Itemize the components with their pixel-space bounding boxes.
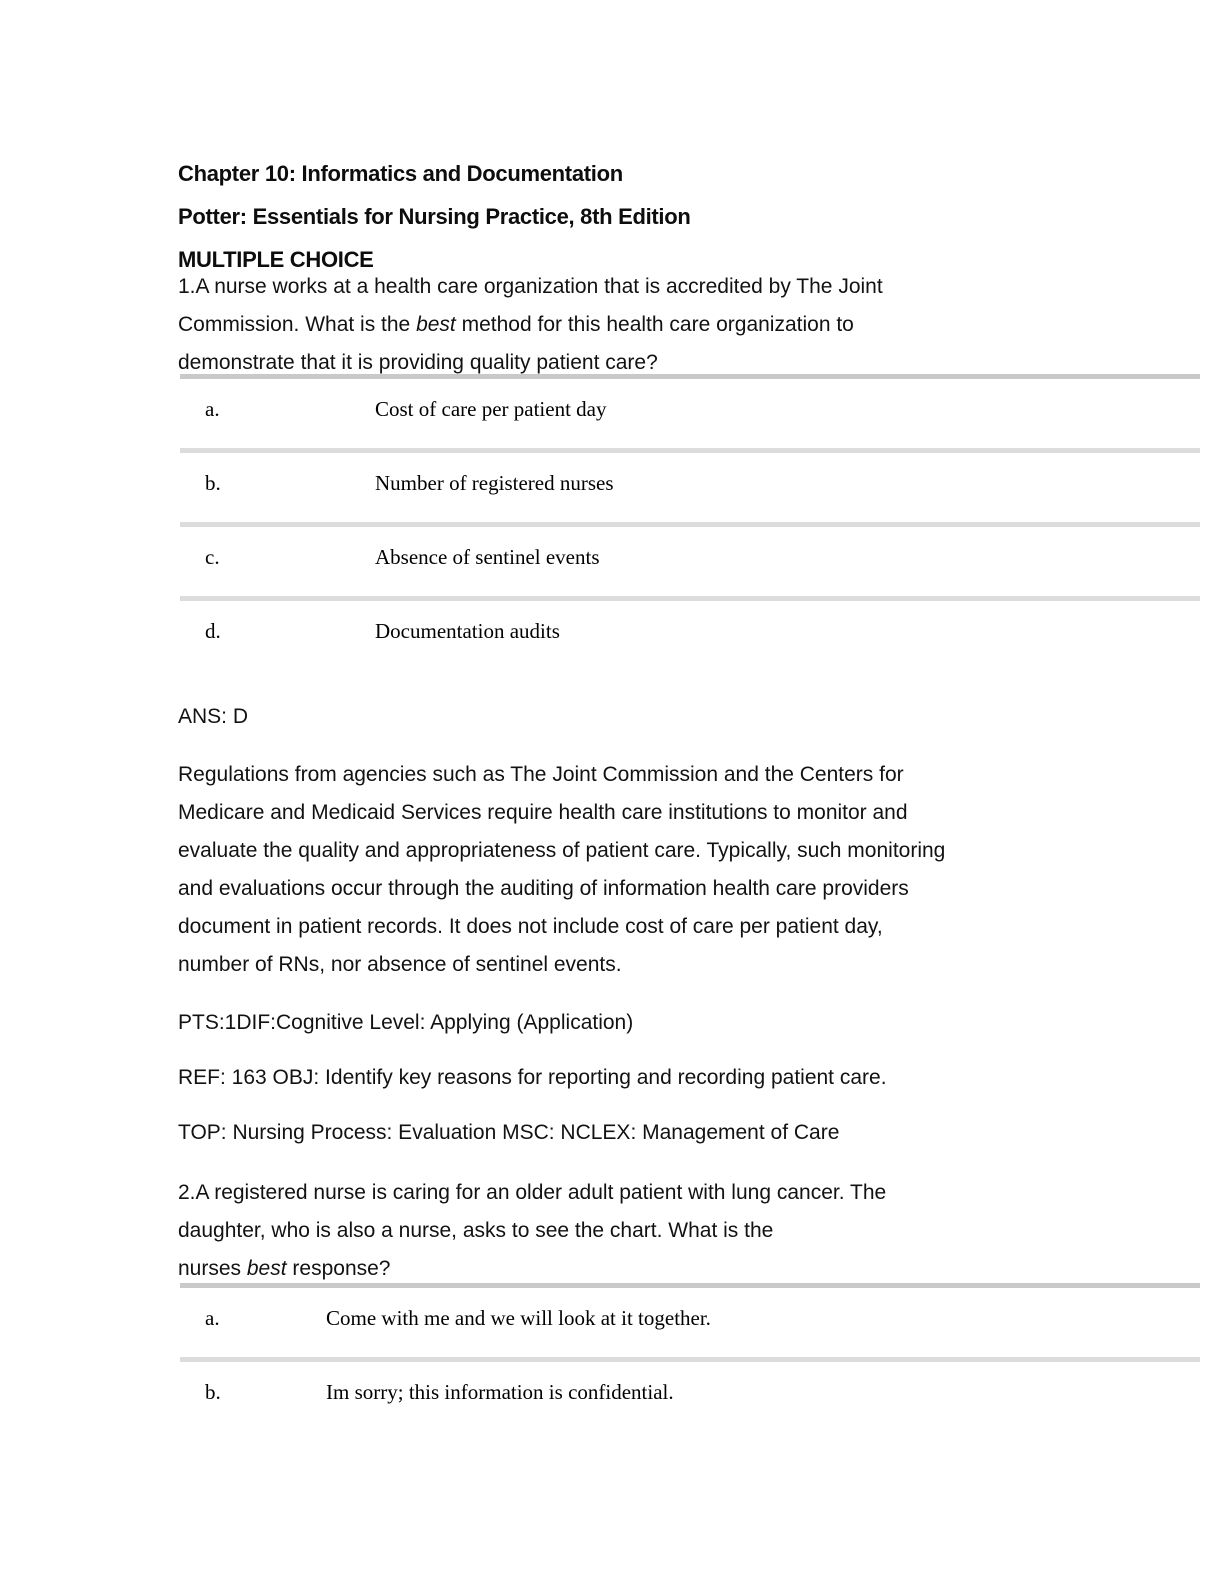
- text-line: nurses best response?: [178, 1257, 391, 1280]
- question-1-options: [180, 374, 1200, 670]
- text-line: Commission. What is the best method for this health care organization to: [178, 313, 854, 336]
- meta-ref-obj: REF: 163 OBJ: Identify key reasons for reporting and recording patient care.: [178, 1066, 887, 1089]
- option-label: d.: [205, 619, 221, 643]
- option-row-a: [180, 374, 1200, 448]
- option-text: Absence of sentinel events: [375, 545, 600, 569]
- text-line: Medicare and Medicaid Services require health care institutions to monitor and: [178, 801, 908, 824]
- text-line: demonstrate that it is providing quality patient care?: [178, 351, 658, 374]
- option-text: Documentation audits: [375, 619, 560, 643]
- option-row-d: [180, 596, 1200, 670]
- text-line: number of RNs, nor absence of sentinel events.: [178, 953, 622, 976]
- option-text: Come with me and we will look at it together.: [326, 1306, 711, 1330]
- option-label: a.: [205, 397, 220, 421]
- text-line: and evaluations occur through the auditing of information health care providers: [178, 877, 909, 900]
- text-line: daughter, who is also a nurse, asks to see the chart. What is the: [178, 1219, 774, 1242]
- text-line: 2.A registered nurse is caring for an older adult patient with lung cancer. The: [178, 1181, 887, 1204]
- option-row-b: [180, 1357, 1200, 1431]
- meta-pts-dif: PTS:1DIF:Cognitive Level: Applying (Application): [178, 1011, 634, 1034]
- option-text: Number of registered nurses: [375, 471, 614, 495]
- rationale-paragraph: [178, 756, 945, 984]
- chapter-title: Chapter 10: Informatics and Documentation: [178, 161, 623, 186]
- text-line: document in patient records. It does not include cost of care per patient day,: [178, 915, 883, 938]
- option-text: Im sorry; this information is confidential.: [326, 1380, 674, 1404]
- text-line: evaluate the quality and appropriateness of patient care. Typically, such monitoring: [178, 839, 946, 862]
- question-2-options: [180, 1283, 1200, 1431]
- option-label: c.: [205, 545, 220, 569]
- text-line: Regulations from agencies such as The Joint Commission and the Centers for: [178, 763, 904, 786]
- option-label: b.: [205, 471, 221, 495]
- question-2-stem: [178, 1174, 886, 1288]
- meta-top-msc: TOP: Nursing Process: Evaluation MSC: NCLEX: Management of Care: [178, 1121, 840, 1144]
- section-heading: MULTIPLE CHOICE: [178, 247, 374, 272]
- option-label: a.: [205, 1306, 220, 1330]
- question-1-stem: [178, 268, 883, 382]
- book-title: Potter: Essentials for Nursing Practice, 8th Edition: [178, 204, 691, 229]
- option-row-b: [180, 448, 1200, 522]
- option-row-c: [180, 522, 1200, 596]
- answer-line: ANS: D: [178, 705, 249, 728]
- option-text: Cost of care per patient day: [375, 397, 607, 421]
- text-line: 1.A nurse works at a health care organization that is accredited by The Joint: [178, 275, 883, 298]
- option-row-a: [180, 1283, 1200, 1357]
- document-content: [178, 158, 1200, 1584]
- option-label: b.: [205, 1380, 221, 1404]
